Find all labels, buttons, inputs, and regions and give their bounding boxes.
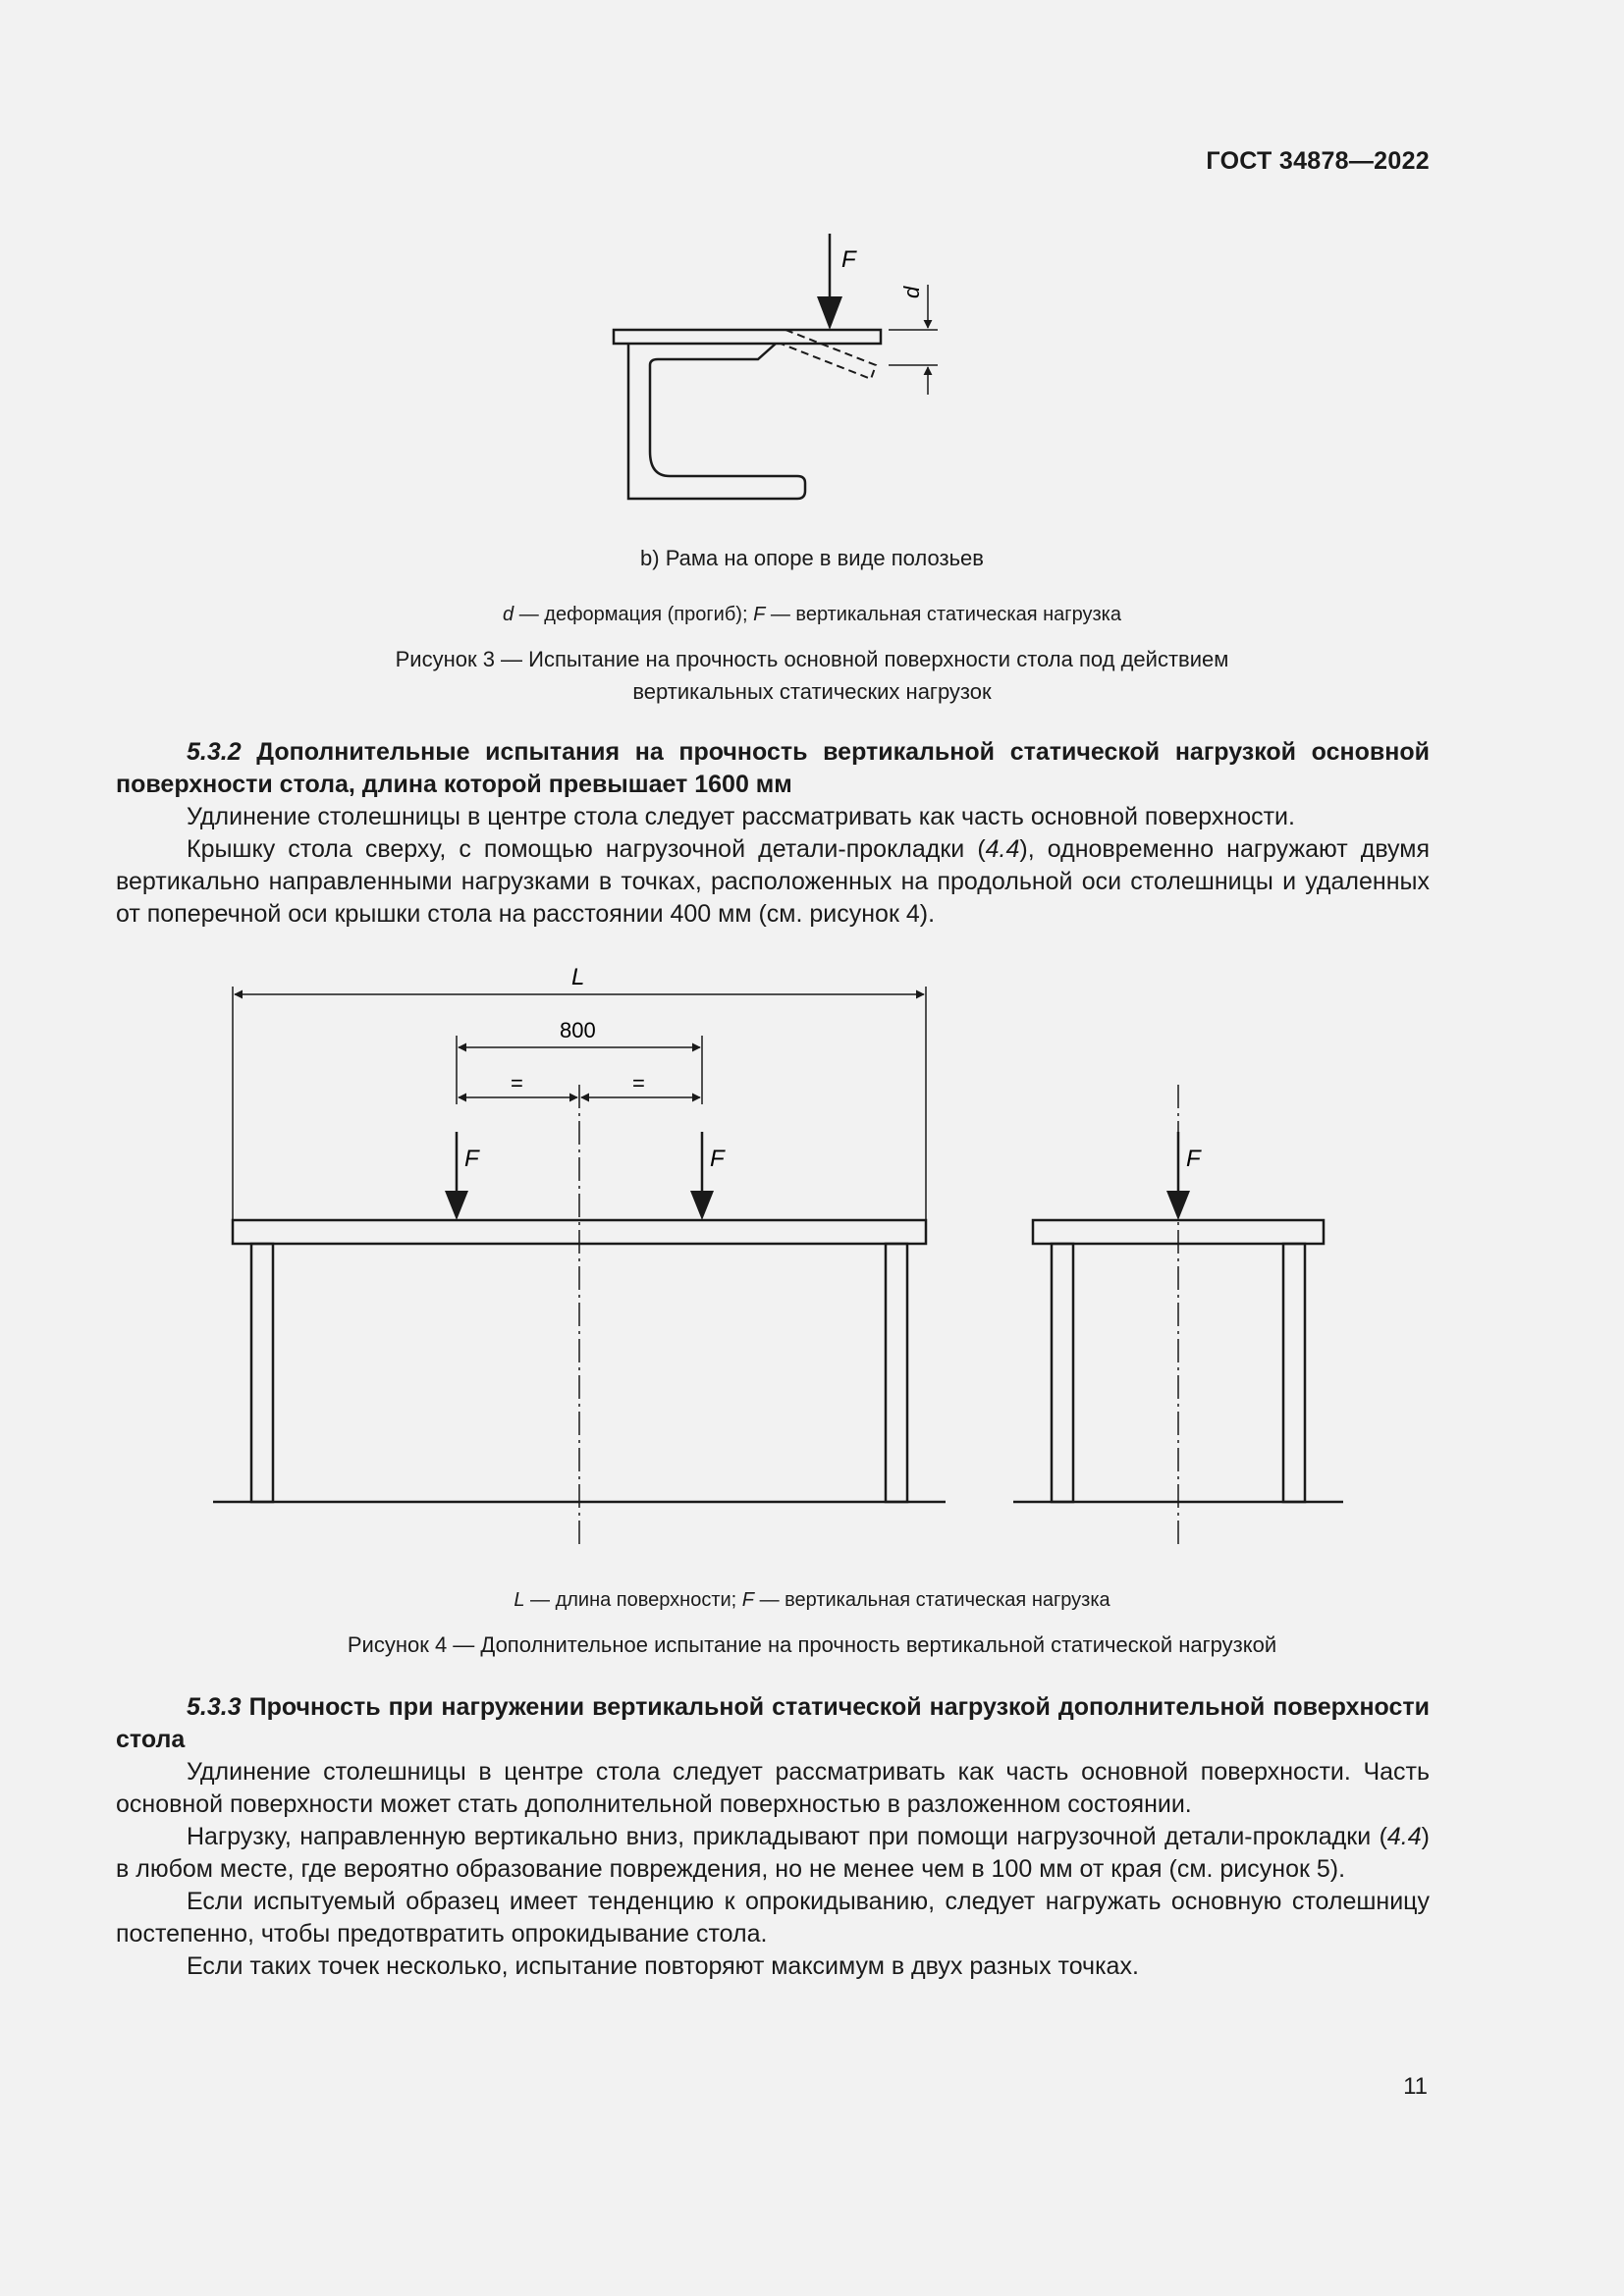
figure3-legend	[0, 599, 1624, 631]
section-533-p2-ref: 4.4	[1386, 1823, 1422, 1850]
legend-F4-text: — вертикальная статическая нагрузка	[754, 1589, 1110, 1611]
section-533	[116, 1691, 1430, 1983]
section-533-title: Прочность при нагружении вертикальной статической нагрузкой дополнительной поверхности стола	[116, 1693, 1430, 1753]
legend-F4-symbol: F	[741, 1589, 755, 1611]
fig4-force1-head	[445, 1191, 468, 1220]
section-532-p2-b: ), одновременно нагружают двумя вертикально направленными нагрузками в точках, расположенных на продольной оси столешницы и удаленных от поперечной оси крышки стола на расстоянии 400 мм (см. рисунок 4).	[116, 835, 1430, 928]
legend-d-symbol: d	[503, 604, 514, 625]
legend-L-symbol: L	[514, 1589, 525, 1611]
section-533-number: 5.3.3	[187, 1693, 242, 1721]
fig4-side-leg-right	[1283, 1244, 1305, 1502]
section-532-p2-a: Крышку стола сверху, с помощью нагрузочной детали-прокладки (	[187, 835, 986, 863]
fig3-deflection-dashed	[781, 330, 876, 379]
fig4-force3-head	[1166, 1191, 1190, 1220]
section-533-p1: Удлинение столешницы в центре стола следует рассматривать как часть основной поверхности. Часть основной поверхности может стать дополнительной поверхностью в разложенном состоянии.	[116, 1758, 1430, 1818]
section-532-p1: Удлинение столешницы в центре стола следует рассматривать как часть основной поверхности.	[187, 803, 1295, 830]
fig3-label-F: F	[841, 246, 856, 273]
document-code: ГОСТ 34878—2022	[1206, 147, 1430, 175]
section-533-p2	[116, 1821, 1430, 1886]
figure4-legend	[0, 1584, 1624, 1617]
legend-F-text: — вертикальная статическая нагрузка	[765, 604, 1121, 625]
figure3-caption	[0, 643, 1624, 708]
fig4-eq-left: =	[511, 1071, 523, 1095]
section-532-number: 5.3.2	[187, 738, 242, 766]
figure3-subcaption: b) Рама на опоре в виде полозьев	[640, 546, 984, 570]
page-number: 11	[1403, 2073, 1428, 2100]
fig4-long-leg-right	[886, 1244, 907, 1502]
figure3-drawing	[589, 226, 962, 520]
section-533-p4: Если таких точек несколько, испытание повторяют максимум в двух разных точках.	[187, 1952, 1139, 1980]
fig4-label-F2: F	[710, 1146, 725, 1172]
section-533-p3: Если испытуемый образец имеет тенденцию к опрокидыванию, следует нагружать основную столешницу постепенно, чтобы предотвратить опрокидывание стола.	[116, 1888, 1430, 1948]
section-533-heading	[116, 1691, 1430, 1756]
fig4-force2-head	[690, 1191, 714, 1220]
section-532	[116, 736, 1430, 931]
legend-F-symbol: F	[753, 604, 766, 625]
fig4-label-800: 800	[560, 1018, 596, 1042]
fig4-label-F3: F	[1186, 1146, 1201, 1172]
fig4-label-F1: F	[464, 1146, 479, 1172]
section-533-p2-b: ) в любом месте, где вероятно образование повреждения, но не менее чем в 100 мм от края (см. рисунок 5).	[116, 1823, 1430, 1883]
figure4-caption: Рисунок 4 — Дополнительное испытание на прочность вертикальной статической нагрузкой	[347, 1632, 1277, 1657]
fig4-long-leg-left	[251, 1244, 273, 1502]
fig4-side-leg-left	[1052, 1244, 1073, 1502]
fig4-label-L: L	[571, 964, 585, 990]
figure4-drawing	[196, 957, 1375, 1566]
section-532-heading	[116, 736, 1430, 801]
fig3-force-arrowhead	[817, 296, 842, 330]
fig3-tabletop	[614, 330, 881, 344]
fig3-label-d: d	[899, 286, 924, 298]
figure3-caption-line1: Рисунок 3 — Испытание на прочность основной поверхности стола под действием	[395, 647, 1229, 671]
section-532-p2	[116, 833, 1430, 931]
figure3-caption-line2: вертикальных статических нагрузок	[632, 679, 992, 704]
legend-d-text: — деформация (прогиб);	[514, 604, 754, 625]
legend-L-text: — длина поверхности;	[524, 1589, 742, 1611]
fig3-sled-frame	[628, 344, 805, 499]
section-533-p2-a: Нагрузку, направленную вертикально вниз, прикладывают при помощи нагрузочной детали-прокладки (	[187, 1823, 1387, 1850]
fig4-eq-right: =	[632, 1071, 645, 1095]
section-532-title: Дополнительные испытания на прочность вертикальной статической нагрузкой основной поверхности стола, длина которой превышает 1600 мм	[116, 738, 1430, 798]
section-532-p2-ref: 4.4	[985, 835, 1020, 863]
